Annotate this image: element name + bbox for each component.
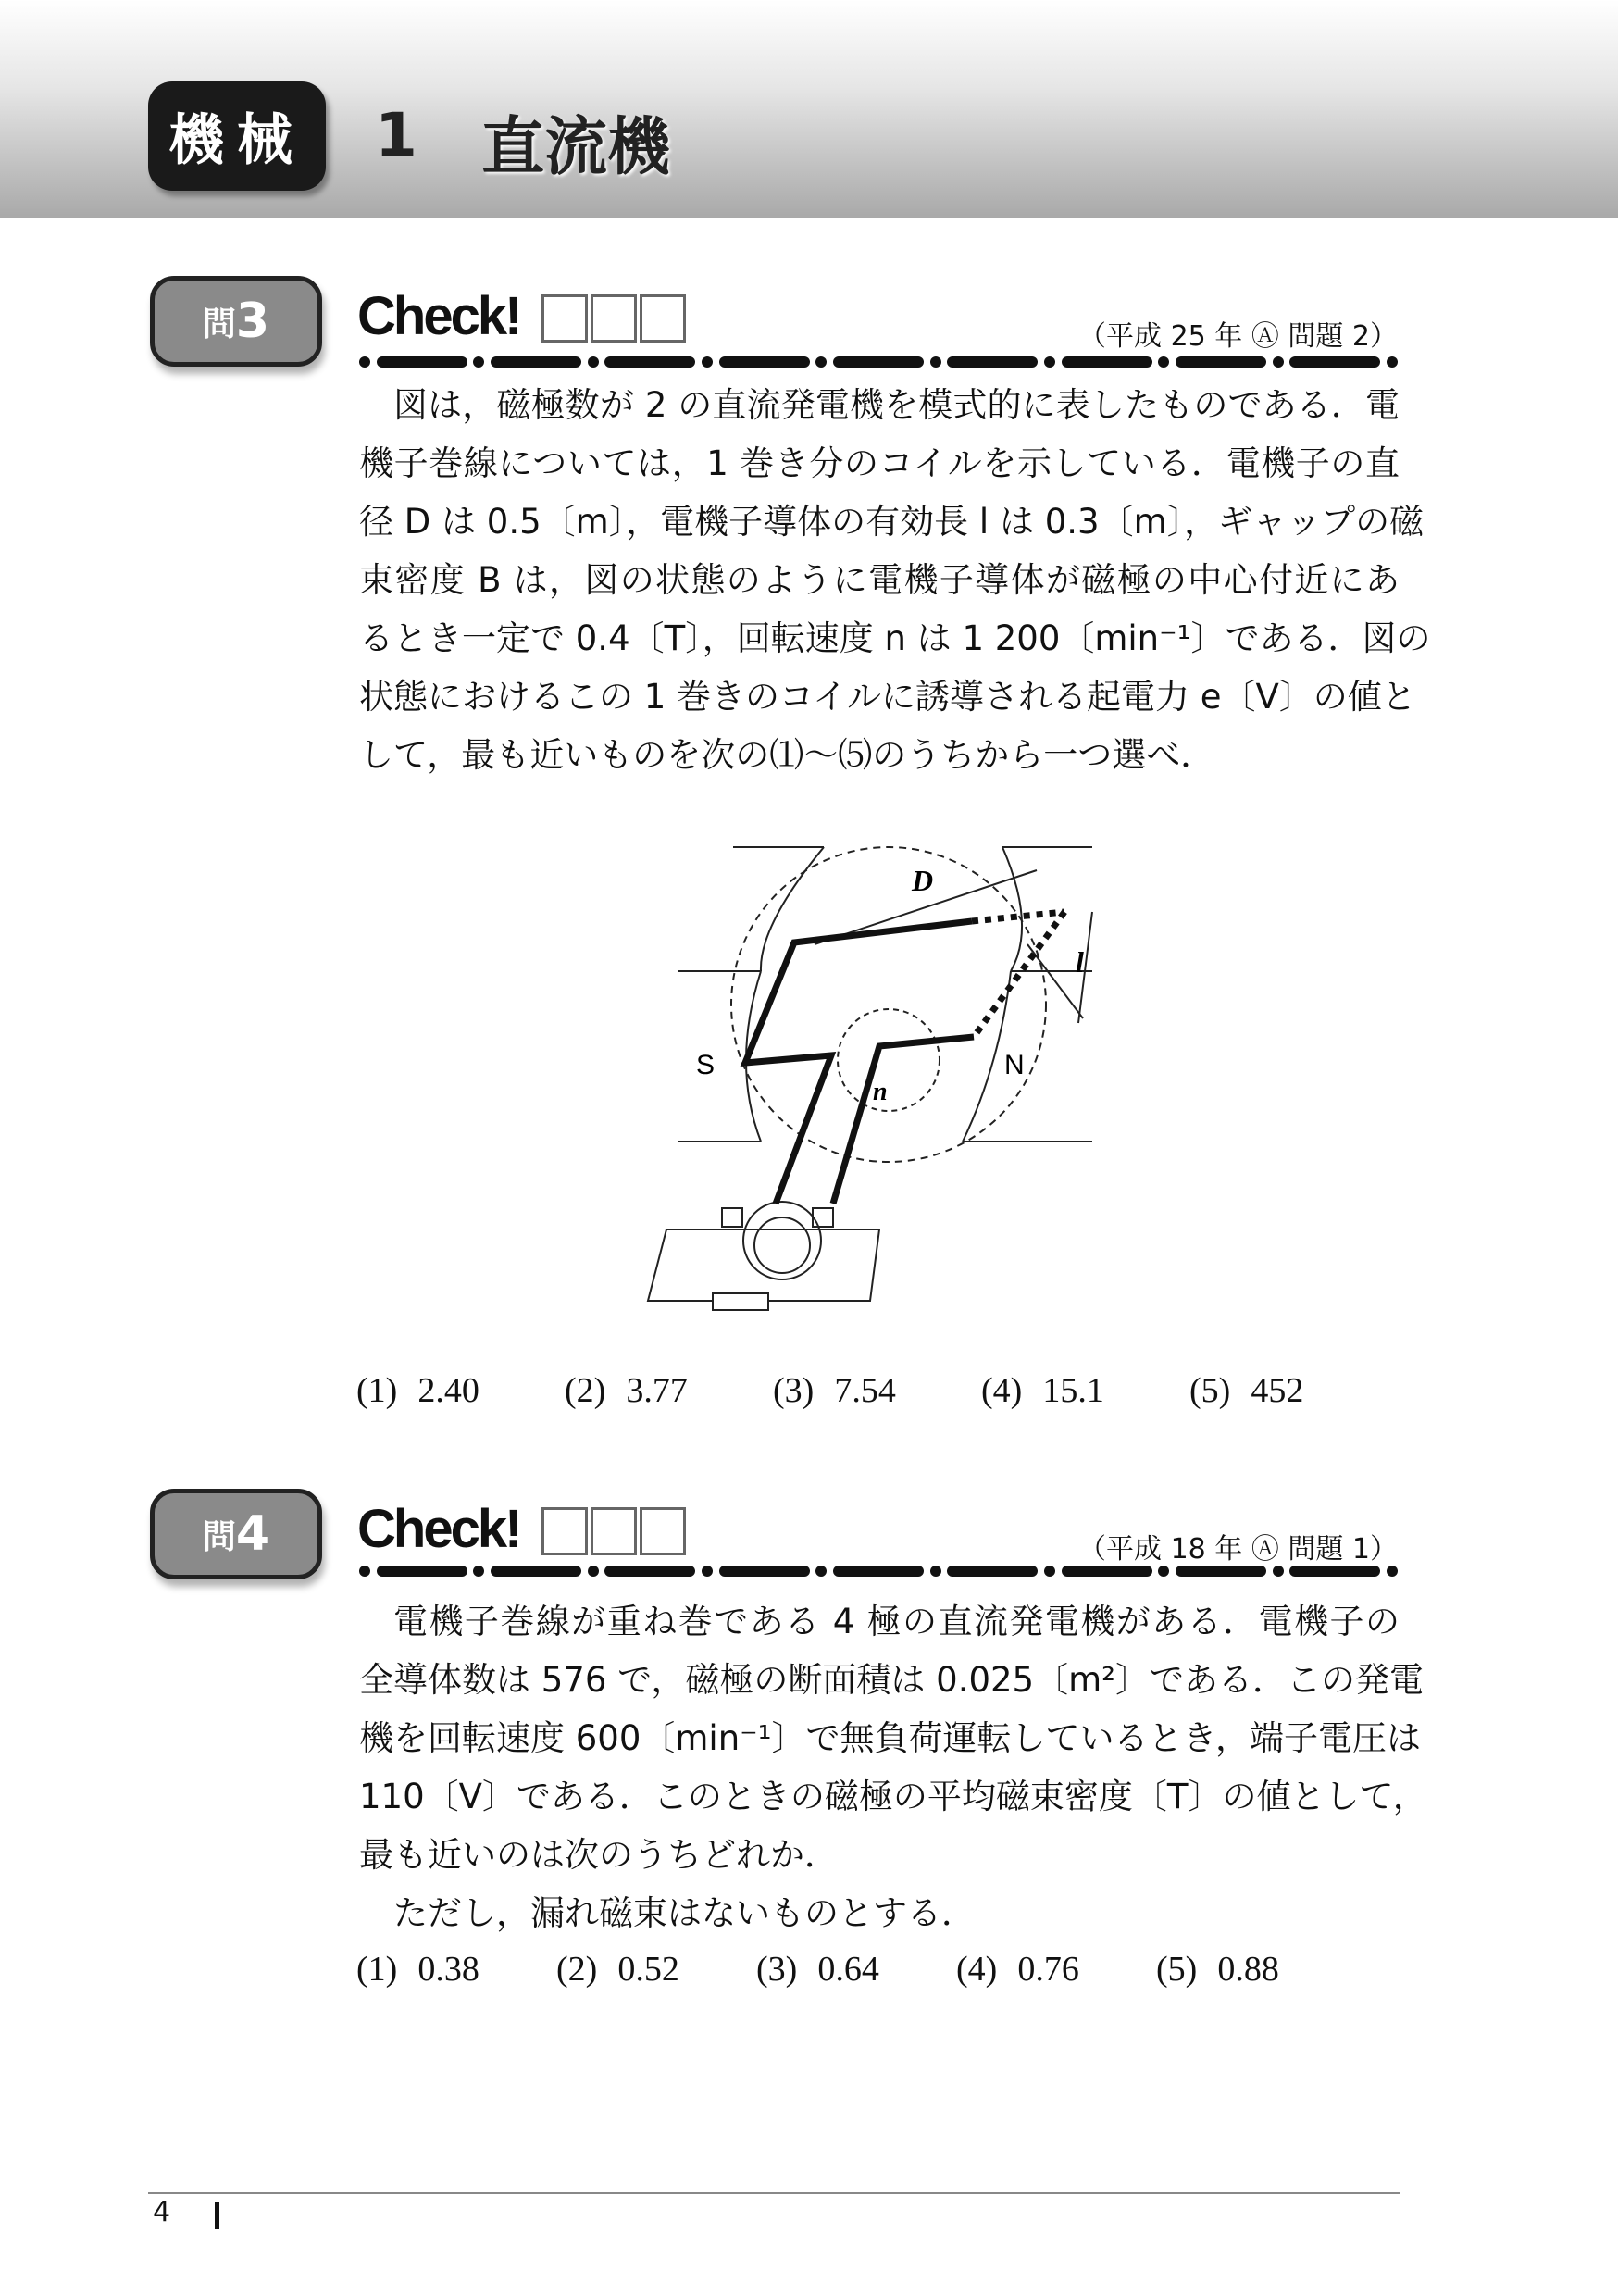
question-source: （平成 18 年 Ⓐ 問題 1） — [1078, 1533, 1398, 1566]
text-line: 110〔V〕である．このときの磁極の平均磁束密度〔T〕の値として， — [359, 1777, 1427, 1816]
choice-number: (1) — [356, 1950, 398, 1989]
divider-dash — [947, 1566, 1038, 1577]
check-box-1[interactable] — [541, 1507, 588, 1555]
text-line: 機子巻線については，1 巻き分のコイルを示している．電機子の直 — [359, 443, 1400, 483]
choice-value: 0.52 — [617, 1950, 679, 1989]
choice-value: 0.64 — [817, 1950, 879, 1989]
divider-dot — [1273, 356, 1284, 368]
divider-dash — [491, 356, 581, 368]
divider-dash — [377, 1566, 467, 1577]
divider-dot — [588, 1566, 599, 1577]
choice-number: (4) — [981, 1371, 1023, 1410]
label-d: D — [912, 864, 934, 897]
text-line: ただし，漏れ磁束はないものとする． — [393, 1893, 976, 1933]
question-number: 3 — [235, 293, 270, 349]
text-line: 状態におけるこの 1 巻きのコイルに誘導される起電力 e〔V〕の値と — [359, 677, 1416, 717]
choice-value: 2.40 — [417, 1371, 479, 1410]
choice-value: 0.88 — [1217, 1950, 1279, 1989]
answer-choices — [356, 1949, 1279, 1990]
divider-dot — [815, 1566, 827, 1577]
choice-number: (3) — [773, 1371, 815, 1410]
choice-value: 0.76 — [1017, 1950, 1079, 1989]
divider-dash — [833, 356, 924, 368]
divider-dash — [719, 1566, 810, 1577]
question-text — [359, 1592, 1427, 1942]
label-rotation: n — [873, 1078, 888, 1106]
answer-choices — [356, 1370, 1303, 1411]
divider-dot — [1387, 356, 1398, 368]
category-badge: 機械 — [148, 81, 326, 191]
check-label: Check! — [357, 286, 520, 346]
divider-dot — [815, 356, 827, 368]
choice-number: (4) — [956, 1950, 998, 1989]
choice-number: (2) — [556, 1950, 598, 1989]
choice-number: (5) — [1156, 1950, 1198, 1989]
divider-dot — [1273, 1566, 1284, 1577]
question-badge-4 — [150, 1489, 322, 1579]
divider-dash — [1289, 356, 1380, 368]
choice-number: (3) — [756, 1950, 798, 1989]
choice-5[interactable] — [1156, 1949, 1279, 1990]
page-number: 4 — [153, 2196, 171, 2228]
choice-3[interactable] — [756, 1949, 956, 1990]
text-line: 図は，磁極数が 2 の直流発電機を模式的に表したものである．電 — [393, 385, 1400, 425]
divider-dash — [377, 356, 467, 368]
check-box-1[interactable] — [541, 294, 588, 343]
divider-dash — [491, 1566, 581, 1577]
resistor — [713, 1293, 768, 1310]
choice-4[interactable] — [956, 1949, 1156, 1990]
label-s: S — [696, 1050, 716, 1080]
divider-dash — [604, 1566, 695, 1577]
check-box-2[interactable] — [591, 294, 637, 343]
text-line: して，最も近いものを次の⑴〜⑸のうちから一つ選べ． — [359, 735, 1215, 775]
choice-1[interactable] — [356, 1949, 556, 1990]
check-box-3[interactable] — [640, 1507, 686, 1555]
choice-2[interactable] — [556, 1949, 756, 1990]
divider-dot — [473, 356, 484, 368]
divider-dot — [930, 1566, 941, 1577]
divider-dash — [1176, 356, 1266, 368]
dash-dot-divider — [359, 1565, 1398, 1578]
divider-dot — [473, 1566, 484, 1577]
divider-dot — [1158, 1566, 1169, 1577]
choice-value: 452 — [1251, 1371, 1304, 1410]
divider-dot — [1044, 356, 1055, 368]
choice-value: 15.1 — [1042, 1371, 1104, 1410]
divider-dot — [1387, 1566, 1398, 1577]
question-source: （平成 25 年 Ⓐ 問題 2） — [1078, 320, 1398, 353]
choice-3[interactable] — [773, 1370, 981, 1411]
text-line: 電機子巻線が重ね巻である 4 極の直流発電機がある．電機子の — [393, 1602, 1400, 1641]
divider-dot — [1158, 356, 1169, 368]
dc-generator-figure — [629, 805, 1148, 1333]
armature-circle-dashed — [731, 847, 1046, 1162]
divider-dot — [359, 1566, 370, 1577]
choice-number: (5) — [1189, 1371, 1231, 1410]
choice-4[interactable] — [981, 1370, 1189, 1411]
question-number: 4 — [235, 1506, 270, 1562]
divider-dot — [588, 356, 599, 368]
divider-dash — [1062, 1566, 1152, 1577]
choice-1[interactable] — [356, 1370, 565, 1411]
question-badge-3 — [150, 276, 322, 367]
label-l: l — [1076, 945, 1084, 979]
text-line: 機を回転速度 600〔min⁻¹〕で無負荷運転しているとき，端子電圧は — [359, 1718, 1422, 1758]
divider-dash — [947, 356, 1038, 368]
text-line: 全導体数は 576 で，磁極の断面積は 0.025〔m²〕である．この発電 — [359, 1660, 1424, 1700]
chapter-title: 直流機 — [481, 111, 671, 184]
divider-dash — [719, 356, 810, 368]
label-n-pole: N — [1004, 1050, 1025, 1080]
text-line: 束密度 B は，図の状態のように電機子導体が磁極の中心付近にあ — [359, 560, 1400, 600]
dash-dot-divider — [359, 356, 1398, 368]
divider-dash — [1289, 1566, 1380, 1577]
check-box-3[interactable] — [640, 294, 686, 343]
divider-dash — [1176, 1566, 1266, 1577]
choice-number: (1) — [356, 1371, 398, 1410]
question-prefix: 問 — [202, 1517, 236, 1556]
choice-5[interactable] — [1189, 1370, 1303, 1411]
chapter-number: 1 — [375, 100, 417, 171]
page-marker — [215, 2202, 219, 2229]
divider-dash — [833, 1566, 924, 1577]
question-prefix: 問 — [202, 305, 236, 343]
text-line: るとき一定で 0.4〔T〕，回転速度 n は 1 200〔min⁻¹〕である．図の — [359, 618, 1431, 658]
text-line: 径 D は 0.5〔m〕，電機子導体の有効長 l は 0.3〔m〕，ギャップの磁 — [359, 502, 1425, 542]
divider-dot — [1044, 1566, 1055, 1577]
divider-dash — [1062, 356, 1152, 368]
divider-dot — [930, 356, 941, 368]
choice-2[interactable] — [565, 1370, 773, 1411]
divider-dot — [702, 1566, 713, 1577]
choice-value: 3.77 — [626, 1371, 688, 1410]
divider-dot — [359, 356, 370, 368]
text-line: 最も近いのは次のうちどれか． — [359, 1835, 839, 1875]
choice-number: (2) — [565, 1371, 606, 1410]
choice-value: 0.38 — [417, 1950, 479, 1989]
footer-rule — [148, 2192, 1400, 2194]
divider-dot — [702, 356, 713, 368]
question-text — [359, 376, 1431, 784]
check-label: Check! — [357, 1499, 520, 1559]
check-box-2[interactable] — [591, 1507, 637, 1555]
divider-dash — [604, 356, 695, 368]
choice-value: 7.54 — [834, 1371, 896, 1410]
